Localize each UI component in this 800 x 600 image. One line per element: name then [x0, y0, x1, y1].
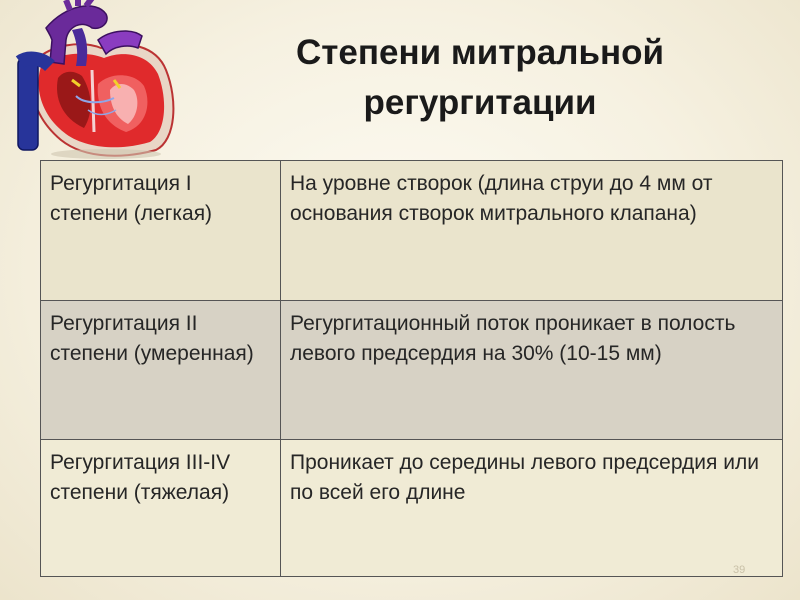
title-line-2: регургитации: [363, 83, 597, 122]
grade-cell: Регургитация I степени (легкая): [41, 161, 281, 301]
table-row: [41, 161, 783, 301]
page-number: 39: [733, 564, 746, 576]
table-row: [41, 440, 783, 577]
title-line-1: Степени митральной: [295, 33, 665, 72]
grade-cell: Регургитация II степени (умеренная): [41, 301, 281, 440]
description-cell: Регургитационный поток проникает в полость левого предсердия на 30% (10-15 мм): [281, 301, 783, 440]
page-title: [200, 28, 760, 128]
heart-anatomy-icon: [6, 0, 176, 162]
regurgitation-grade-table: [40, 160, 783, 577]
grade-cell: Регургитация III-IV степени (тяжелая): [41, 440, 281, 577]
description-cell: Проникает до середины левого предсердия или по всей его длине: [281, 440, 783, 577]
description-cell: На уровне створок (длина струи до 4 мм от основания створок митрального клапана): [281, 161, 783, 301]
table-row: [41, 301, 783, 440]
